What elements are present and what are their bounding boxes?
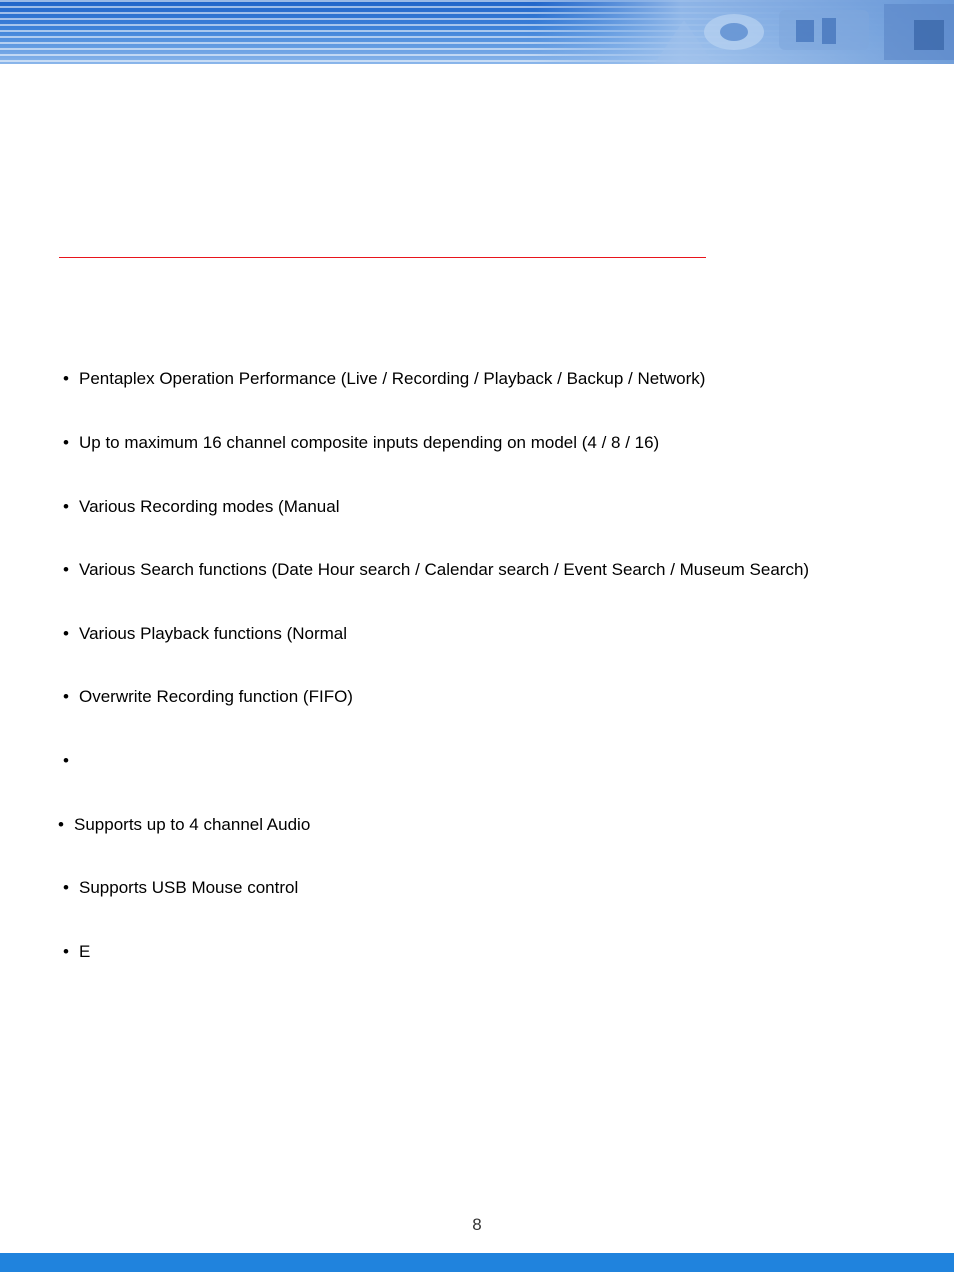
list-item — [63, 687, 353, 707]
page-number: 8 — [472, 1215, 482, 1234]
list-item — [63, 624, 347, 644]
list-item — [63, 942, 90, 962]
feature-text: Various Recording modes (Manual — [79, 497, 340, 516]
list-item — [58, 815, 310, 835]
feature-text: Various Search functions (Date Hour search / Calendar search / Event Search / Museum Search) — [79, 560, 810, 579]
bullet-icon: • — [58, 815, 64, 834]
feature-text: Supports up to 4 channel Audio — [74, 815, 311, 834]
feature-text: Pentaplex Operation Performance (Live / Recording / Playback / Backup / Network) — [79, 369, 706, 388]
feature-text: E — [79, 942, 91, 961]
list-item — [63, 497, 339, 517]
top-banner — [0, 0, 954, 64]
bullet-icon: • — [63, 942, 69, 961]
list-item — [63, 369, 705, 389]
bullet-icon: • — [63, 687, 69, 706]
bullet-icon: • — [63, 433, 69, 452]
feature-text: Overwrite Recording function (FIFO) — [79, 687, 353, 706]
list-item — [63, 433, 659, 453]
bottom-bar — [0, 1253, 954, 1272]
list-item — [63, 751, 79, 771]
feature-text: Various Playback functions (Normal — [79, 624, 348, 643]
section-divider — [59, 257, 706, 258]
feature-text: Supports USB Mouse control — [79, 878, 299, 897]
banner-camera-image — [534, 0, 954, 64]
bullet-icon: • — [63, 624, 69, 643]
bullet-icon: • — [63, 878, 69, 897]
feature-text: Up to maximum 16 channel composite inputs depending on model (4 / 8 / 16) — [79, 433, 660, 452]
list-item — [63, 878, 298, 898]
list-item — [63, 560, 809, 580]
bullet-icon: • — [63, 560, 69, 579]
bullet-icon: • — [63, 497, 69, 516]
bullet-icon: • — [63, 751, 69, 770]
bullet-icon: • — [63, 369, 69, 388]
